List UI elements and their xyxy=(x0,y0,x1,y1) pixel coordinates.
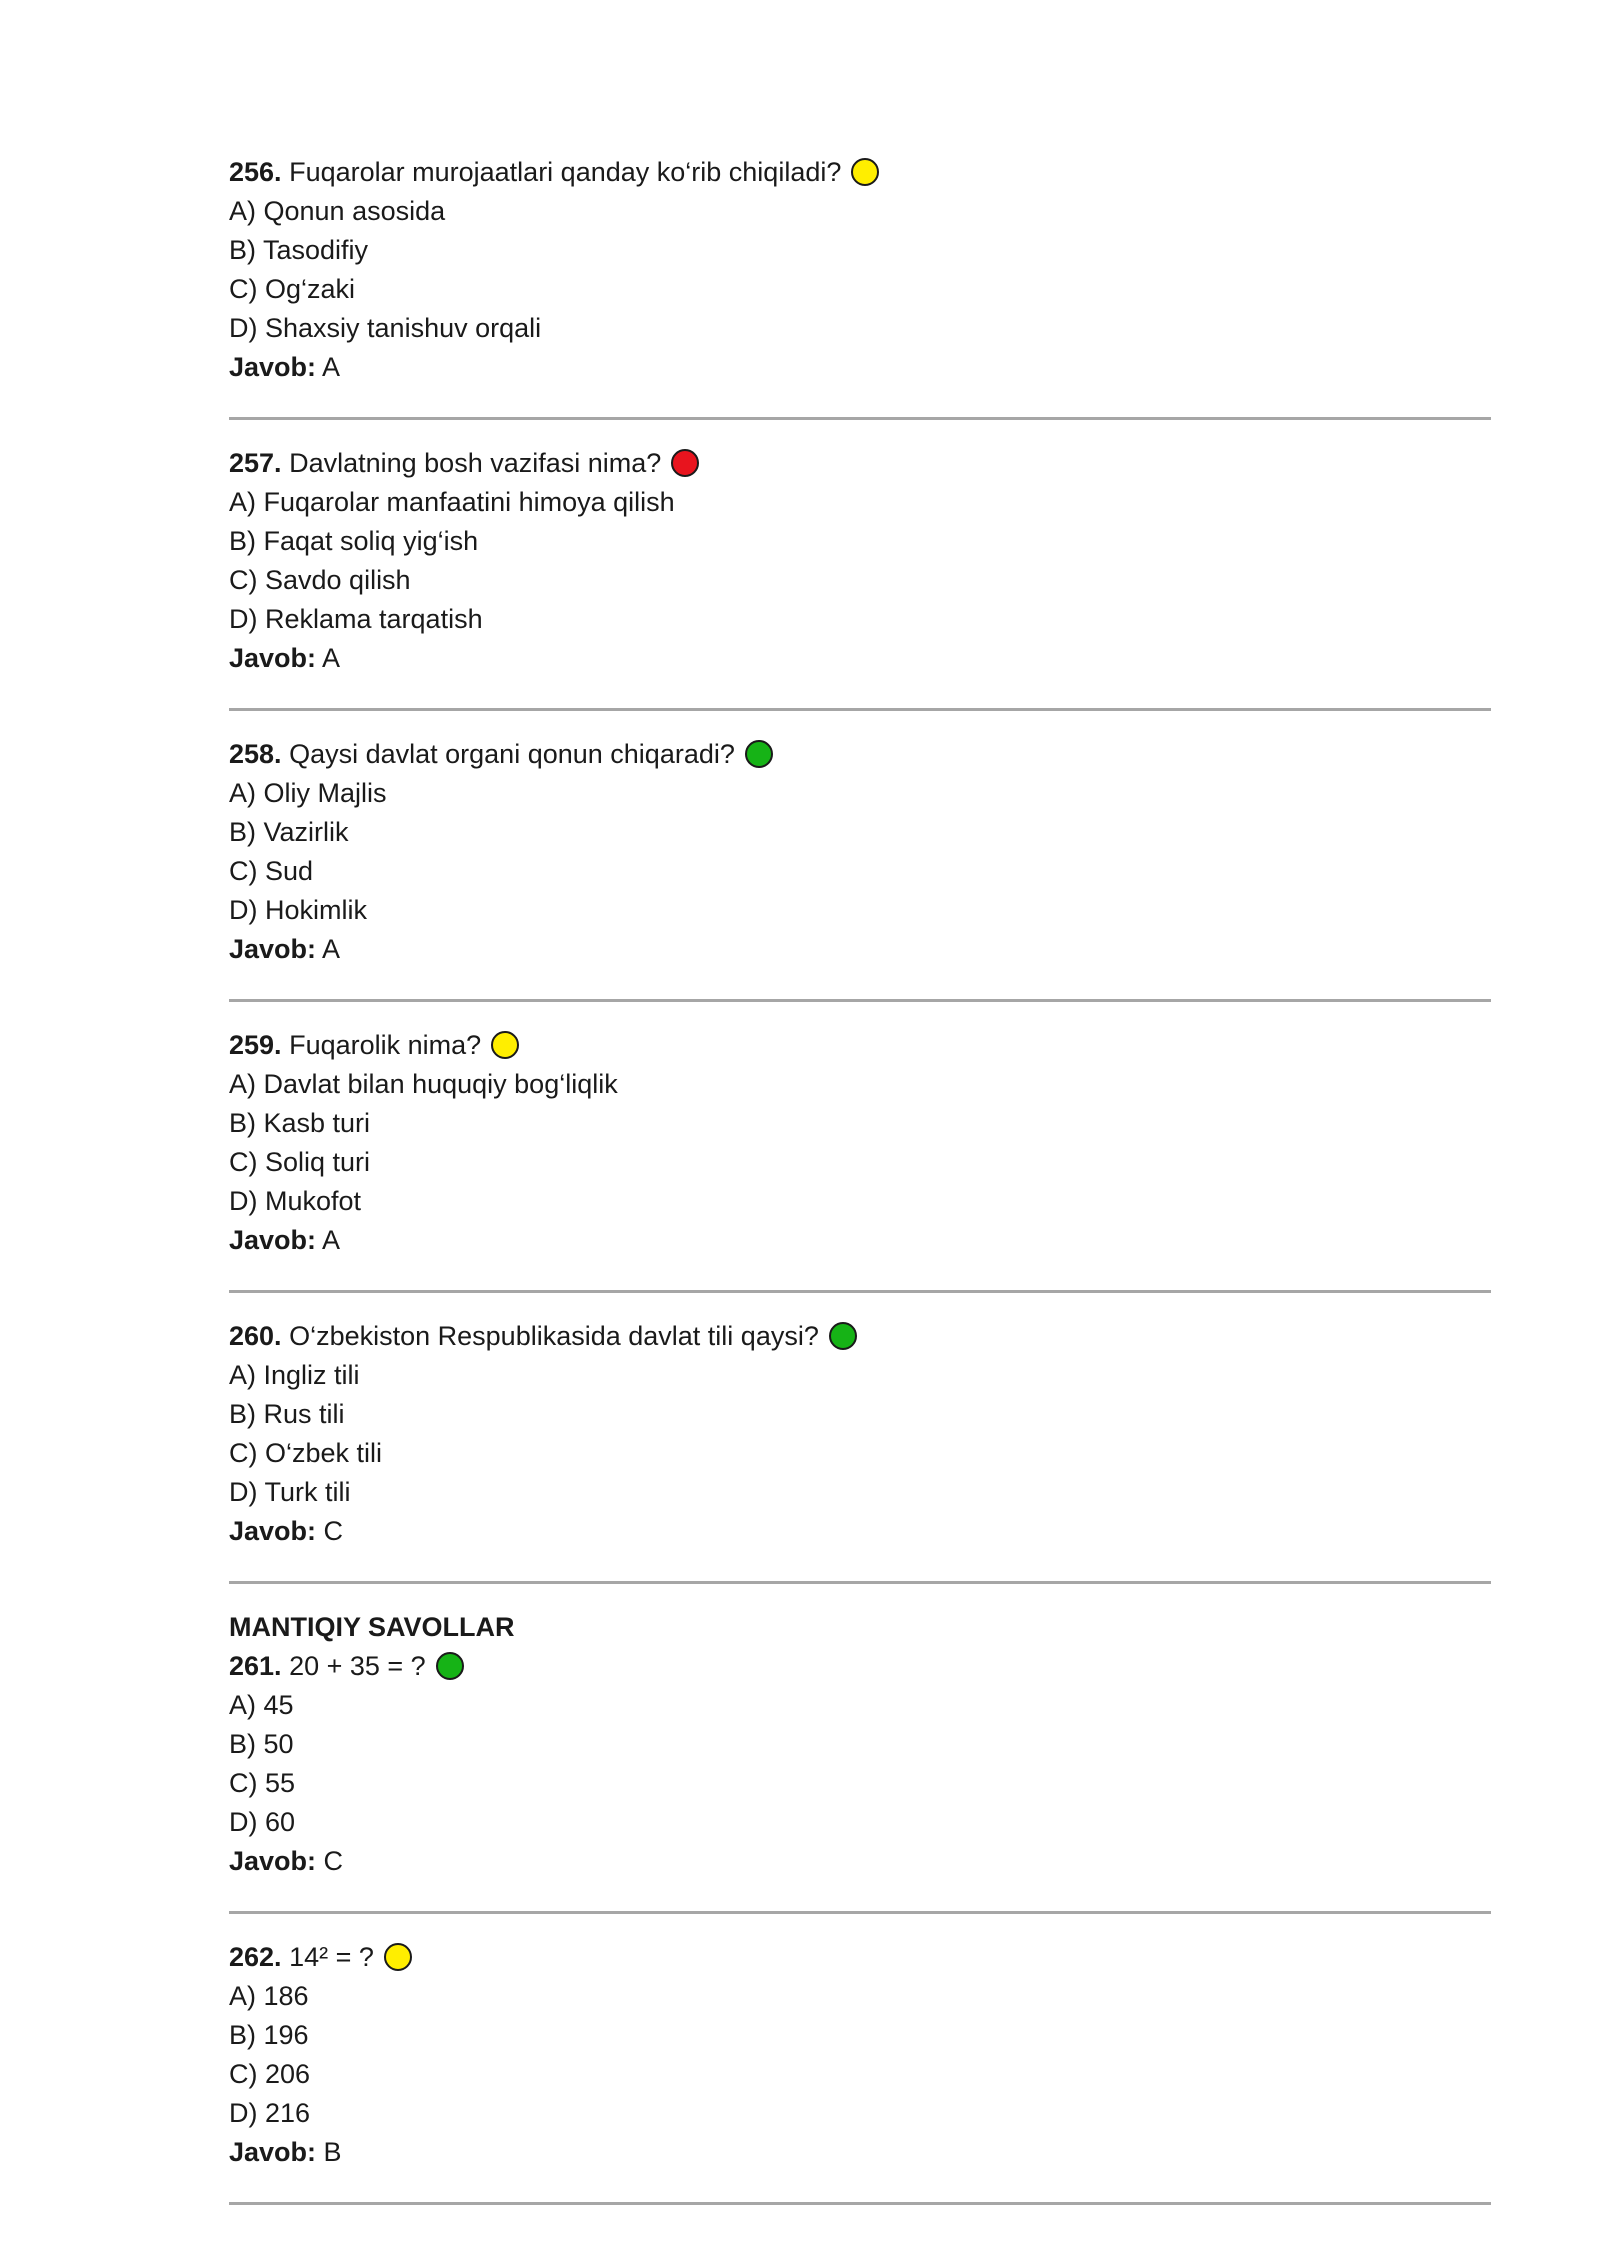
question-number: 257. xyxy=(229,448,282,478)
question-text: 14² = ? xyxy=(289,1942,374,1972)
question-number: 260. xyxy=(229,1321,282,1351)
answer-option: B) Vazirlik xyxy=(229,817,349,847)
question-line xyxy=(229,1026,1491,1065)
separator-line xyxy=(229,1581,1491,1584)
answer-value: C xyxy=(323,1516,344,1546)
answer-line xyxy=(229,930,1491,969)
answer-option: C) Savdo qilish xyxy=(229,565,411,595)
answer-label: Javob: xyxy=(229,1225,317,1255)
question-block xyxy=(229,444,1491,711)
answer-option: C) O‘zbek tili xyxy=(229,1438,383,1468)
answer-line xyxy=(229,1842,1491,1881)
answer-option: D) Shaxsiy tanishuv orqali xyxy=(229,313,542,343)
question-block xyxy=(229,153,1491,420)
answer-label: Javob: xyxy=(229,643,317,673)
question-number: 261. xyxy=(229,1651,282,1681)
question-text: O‘zbekiston Respublikasida davlat tili qaysi? xyxy=(289,1321,819,1351)
answer-option: B) 50 xyxy=(229,1729,294,1759)
question-text: Fuqarolik nima? xyxy=(289,1030,482,1060)
answer-option: B) Rus tili xyxy=(229,1399,345,1429)
answer-value: A xyxy=(322,1225,341,1255)
answer-option: B) 196 xyxy=(229,2020,309,2050)
question-number: 256. xyxy=(229,157,282,187)
question-block xyxy=(229,1317,1491,1584)
question-line xyxy=(229,1317,1491,1356)
answer-value: B xyxy=(323,2137,342,2167)
answer-option: A) Qonun asosida xyxy=(229,196,446,226)
answer-option: D) Hokimlik xyxy=(229,895,367,925)
answer-option: D) Mukofot xyxy=(229,1186,362,1216)
section-heading: MANTIQIY SAVOLLAR xyxy=(229,1612,515,1642)
question-number: 259. xyxy=(229,1030,282,1060)
answer-label: Javob: xyxy=(229,934,317,964)
answer-option: D) 216 xyxy=(229,2098,311,2128)
answer-label: Javob: xyxy=(229,1846,317,1876)
separator-line xyxy=(229,708,1491,711)
question-text: Davlatning bosh vazifasi nima? xyxy=(289,448,662,478)
answer-option: C) Soliq turi xyxy=(229,1147,371,1177)
answer-option: A) Ingliz tili xyxy=(229,1360,360,1390)
question-block xyxy=(229,735,1491,1002)
answer-option: C) 206 xyxy=(229,2059,311,2089)
answer-line xyxy=(229,2133,1491,2172)
question-number: 258. xyxy=(229,739,282,769)
answer-option: A) 186 xyxy=(229,1981,309,2011)
difficulty-dot-green-icon xyxy=(829,1322,857,1350)
answer-option: A) 45 xyxy=(229,1690,294,1720)
question-line xyxy=(229,444,1491,483)
difficulty-dot-green-icon xyxy=(436,1652,464,1680)
question-line xyxy=(229,153,1491,192)
answer-line xyxy=(229,639,1491,678)
answer-option: D) 60 xyxy=(229,1807,296,1837)
answer-line xyxy=(229,1221,1491,1260)
difficulty-dot-yellow-icon xyxy=(851,158,879,186)
separator-line xyxy=(229,2202,1491,2205)
difficulty-dot-red-icon xyxy=(671,449,699,477)
question-block xyxy=(229,1938,1491,2205)
answer-option: C) Og‘zaki xyxy=(229,274,356,304)
answer-option: B) Kasb turi xyxy=(229,1108,371,1138)
separator-line xyxy=(229,1290,1491,1293)
answer-option: B) Faqat soliq yig‘ish xyxy=(229,526,479,556)
answer-value: A xyxy=(322,352,341,382)
question-text: Qaysi davlat organi qonun chiqaradi? xyxy=(289,739,735,769)
answer-value: A xyxy=(322,643,341,673)
question-list xyxy=(229,153,1491,2229)
question-number: 262. xyxy=(229,1942,282,1972)
answer-label: Javob: xyxy=(229,1516,317,1546)
question-line xyxy=(229,1647,1491,1686)
answer-line xyxy=(229,348,1491,387)
separator-line xyxy=(229,999,1491,1002)
question-line xyxy=(229,735,1491,774)
answer-option: B) Tasodifiy xyxy=(229,235,369,265)
question-text: Fuqarolar murojaatlari qanday ko‘rib chiqiladi? xyxy=(289,157,842,187)
question-text: 20 + 35 = ? xyxy=(289,1651,426,1681)
answer-option: C) Sud xyxy=(229,856,314,886)
answer-label: Javob: xyxy=(229,2137,317,2167)
difficulty-dot-green-icon xyxy=(745,740,773,768)
answer-option: C) 55 xyxy=(229,1768,296,1798)
answer-option: A) Fuqarolar manfaatini himoya qilish xyxy=(229,487,675,517)
answer-option: A) Davlat bilan huquqiy bog‘liqlik xyxy=(229,1069,618,1099)
answer-option: A) Oliy Majlis xyxy=(229,778,387,808)
question-line xyxy=(229,1938,1491,1977)
question-block xyxy=(229,1608,1491,1914)
separator-line xyxy=(229,417,1491,420)
answer-value: C xyxy=(323,1846,344,1876)
difficulty-dot-yellow-icon xyxy=(491,1031,519,1059)
answer-option: D) Reklama tarqatish xyxy=(229,604,483,634)
separator-line xyxy=(229,1911,1491,1914)
answer-line xyxy=(229,1512,1491,1551)
answer-option: D) Turk tili xyxy=(229,1477,351,1507)
difficulty-dot-yellow-icon xyxy=(384,1943,412,1971)
answer-value: A xyxy=(322,934,341,964)
answer-label: Javob: xyxy=(229,352,317,382)
question-block xyxy=(229,1026,1491,1293)
